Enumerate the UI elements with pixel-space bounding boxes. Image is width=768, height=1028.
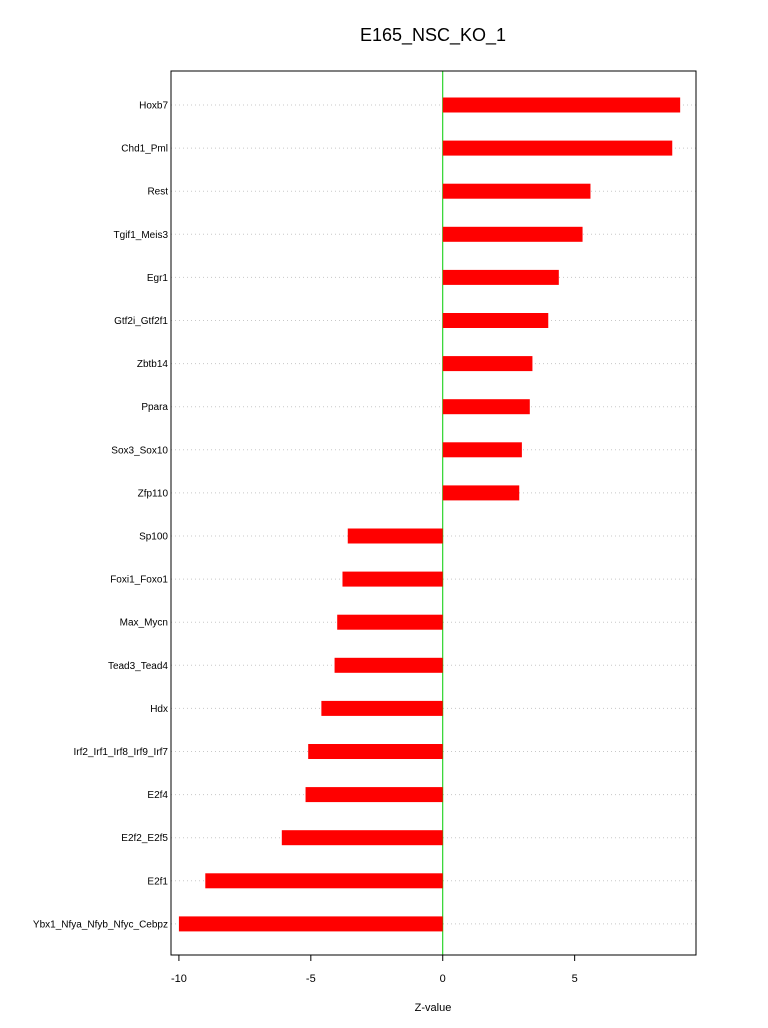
bar-foxi1-foxo1 bbox=[342, 572, 442, 587]
y-tick-label: Egr1 bbox=[146, 272, 168, 284]
bar-hoxb7 bbox=[443, 98, 680, 113]
bar-ybx1-nfya-nfyb-nfyc-cebpz bbox=[179, 916, 443, 931]
y-tick-label: Tgif1_Meis3 bbox=[113, 229, 168, 241]
x-axis bbox=[171, 955, 578, 985]
y-tick-label: Ppara bbox=[141, 402, 168, 414]
y-tick-label: E2f1 bbox=[147, 876, 168, 888]
bar-sox3-sox10 bbox=[443, 442, 522, 457]
y-tick-label: Zbtb14 bbox=[136, 359, 168, 371]
bar-e2f2-e2f5 bbox=[282, 830, 443, 845]
y-tick-label: Sox3_Sox10 bbox=[111, 445, 168, 457]
y-tick-label: Ybx1_Nfya_Nfyb_Nfyc_Cebpz bbox=[32, 919, 168, 931]
y-tick-label: Max_Mycn bbox=[119, 617, 168, 629]
y-tick-label: Tead3_Tead4 bbox=[107, 660, 168, 672]
y-tick-label: Hoxb7 bbox=[139, 100, 168, 112]
bar-layer bbox=[179, 98, 680, 932]
bar-tead3-tead4 bbox=[335, 658, 443, 673]
chart-title: E165_NSC_KO_1 bbox=[359, 25, 507, 45]
y-tick-label: Gtf2i_Gtf2f1 bbox=[114, 316, 168, 327]
bar-hdx bbox=[321, 701, 442, 716]
y-tick-label: Chd1_Pml bbox=[121, 143, 168, 155]
y-tick-label: Irf2_Irf1_Irf8_Irf9_Irf7 bbox=[73, 747, 168, 758]
bar-rest bbox=[443, 184, 591, 199]
plot-frame bbox=[171, 71, 696, 955]
bar-sp100 bbox=[348, 529, 443, 544]
y-tick-label: Rest bbox=[147, 186, 168, 198]
x-axis-title: Z-value bbox=[414, 1002, 452, 1014]
y-tick-label: Sp100 bbox=[139, 531, 168, 543]
x-tick-label: 5 bbox=[571, 973, 578, 985]
bar-max-mycn bbox=[337, 615, 443, 630]
bar-irf2-irf1-irf8-irf9-irf7 bbox=[308, 744, 443, 759]
x-tick-label: -5 bbox=[305, 973, 316, 985]
x-tick-label: -10 bbox=[170, 973, 187, 985]
y-tick-label: E2f2_E2f5 bbox=[121, 833, 168, 845]
bar-zbtb14 bbox=[443, 356, 533, 371]
bar-chd1-pml bbox=[443, 141, 673, 156]
bar-gtf2i-gtf2f1 bbox=[443, 313, 549, 328]
bar-egr1 bbox=[443, 270, 559, 285]
bar-zfp110 bbox=[443, 485, 520, 500]
bar-e2f4 bbox=[306, 787, 443, 802]
y-tick-label: Hdx bbox=[150, 703, 168, 715]
y-tick-label: Zfp110 bbox=[137, 488, 168, 500]
y-tick-labels bbox=[33, 101, 169, 931]
bar-tgif1-meis3 bbox=[443, 227, 583, 242]
bar-ppara bbox=[443, 399, 530, 414]
y-tick-label: E2f4 bbox=[147, 790, 168, 802]
y-tick-label: Foxi1_Foxo1 bbox=[110, 574, 168, 586]
bar-e2f1 bbox=[205, 873, 442, 888]
x-tick-label: 0 bbox=[439, 973, 446, 985]
